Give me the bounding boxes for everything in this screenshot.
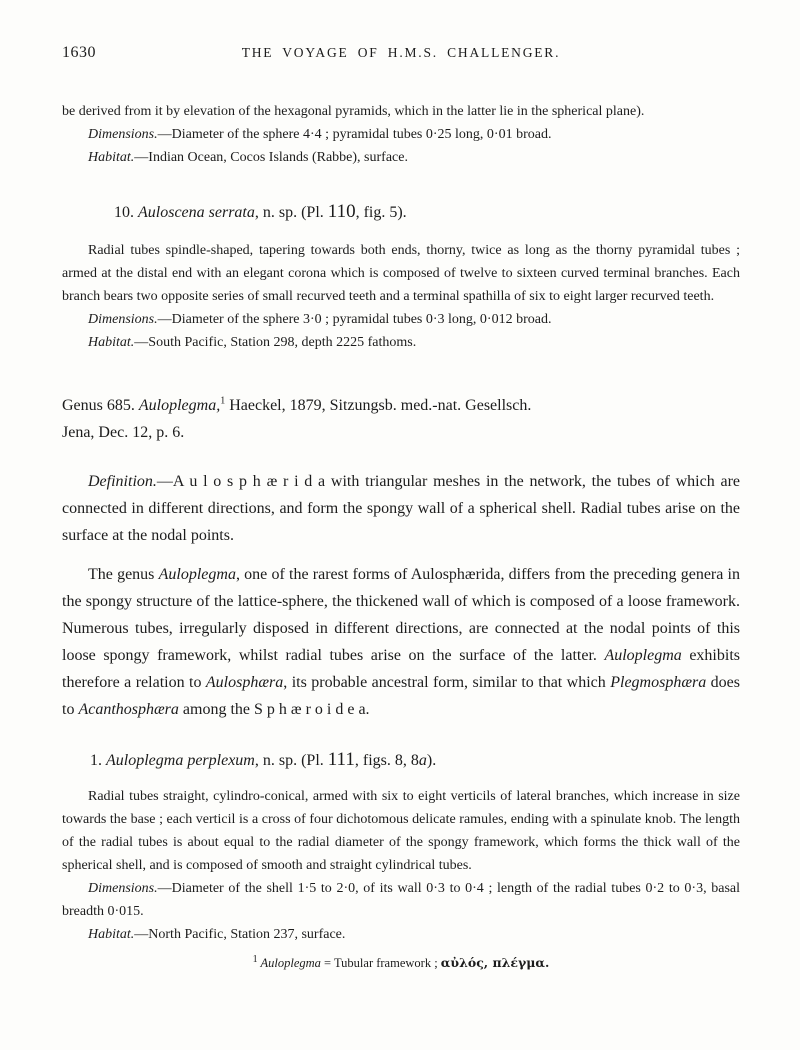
species-description: Radial tubes spindle-shaped, tapering towards both ends, thorny, twice as long as the thorny pyramidal tubes ; armed at the distal end with an elegant corona which is composed of twelve to sixteen curved terminal branches. Each branch bears two opposite series of small recurved teeth and a terminal spathilla of six to eight larger recurved teeth. [62,243,740,304]
footnote-greek-etymology: αὐλός, πλέγμα. [440,955,550,970]
genus-name: Auloplegma, [138,397,221,414]
plate-number: 111 [327,749,355,770]
species-number: 10. [114,204,138,221]
dimensions-label: Dimensions. [88,127,158,142]
dimensions-label: Dimensions. [88,881,158,896]
species-number: 1. [90,752,106,769]
genus-name-mention: Auloplegma [158,566,236,583]
page-header [62,44,740,64]
definition-label: Definition. [88,473,157,490]
genus-prefix: Genus 685. [62,397,139,414]
habitat-label: Habitat. [88,927,135,942]
page-number: 1630 [62,44,96,61]
species-name: Auloscena serrata [138,204,255,221]
definition-paragraph [62,468,740,549]
genus-heading-line1 [62,392,740,419]
heading-mid: , n. sp. (Pl. [254,204,328,221]
dimensions-text: —Diameter of the shell 1·5 to 2·0, of its wall 0·3 to 0·4 ; length of the radial tubes 0·2 to 0·3, basal breadth 0·015. [62,881,740,919]
discussion-text: does to [62,674,741,718]
discussion-text: among the [178,701,254,718]
discussion-text: . [365,701,370,718]
group-name-spaced: A u l o s p h æ r i d a [172,473,326,490]
footnote-marker: 1 [252,953,258,965]
genus-heading [62,392,740,446]
habitat-line [62,331,740,354]
paragraph-continuation: be derived from it by elevation of the hexagonal pyramids, which in the latter lie in the spherical plane). [62,104,645,119]
plate-number: 110 [327,201,356,222]
definition-text: with triangular meshes in the network, the tubes of which are connected in different directions, and form the spongy wall of a spherical shell. Radial tubes arise on the surface at the nodal points. [62,473,741,544]
heading-tail: , figs. 8, 8 [354,752,419,769]
footnote-reference: 1 [220,395,226,407]
group-name-spaced: S p h æ r o i d e a [254,701,366,718]
heading-close: ). [426,752,437,769]
dimensions-line [62,877,740,923]
discussion-text: , one of the rarest forms of Aulosphærida, differs from the preceding genera in the spongy structure of the lattice-sphere, the thickened wall of which is composed of a loose framework. Numerous tubes, irregularly disposed in different directions, are connected at the nodal points of this loose spongy framework, whilst radial tubes arise on the surface of the latter. [62,566,741,664]
dimensions-text: —Diameter of the sphere 3·0 ; pyramidal tubes 0·3 long, 0·012 broad. [157,312,552,327]
genus-name-mention: Auloplegma [604,647,682,664]
heading-mid: , n. sp. (Pl. [254,752,328,769]
habitat-text: —South Pacific, Station 298, depth 2225 fathoms. [134,335,417,350]
habitat-text: —North Pacific, Station 237, surface. [134,927,346,942]
dimensions-text: —Diameter of the sphere 4·4 ; pyramidal tubes 0·25 long, 0·01 broad. [157,127,552,142]
footnote [62,954,740,972]
discussion-text: , its probable ancestral form, similar to that which [283,674,611,691]
figure-letter: a [418,752,427,769]
habitat-text: —Indian Ocean, Cocos Islands (Rabbe), surface. [134,150,408,165]
habitat-label: Habitat. [88,150,135,165]
genus-name-mention: Acanthosphæra [78,701,179,718]
footnote-genus-name: Auloplegma [257,956,321,970]
habitat-label: Habitat. [88,335,135,350]
genus-heading-line2: Jena, Dec. 12, p. 6. [62,424,185,441]
species-description: Radial tubes straight, cylindro-conical, armed with six to eight verticils of lateral branches, which increase in size towards the base ; each verticil is a cross of four dichotomous delicate ramules, ending with a spinulate knob. The length of the radial tubes is about equal to the radial diameter of the spongy framework, which forms the thick wall of the spherical shell, and is composed of smooth and straight cylindrical tubes. [62,789,740,873]
species-heading-auloplegma-perplexum [62,749,740,771]
species-name: Auloplegma perplexum [106,752,255,769]
species-heading-auloscena-serrata [62,201,740,223]
habitat-line [62,923,740,946]
genus-authority: Haeckel, 1879, Sitzungsb. med.-nat. Gesellsch. [225,397,532,414]
habitat-line [62,146,740,169]
definition-dash: — [156,473,173,490]
discussion-paragraph [62,561,740,723]
discussion-text: exhibits therefore a relation to [62,647,740,691]
dimensions-label: Dimensions. [88,312,158,327]
genus-name-mention: Aulosphæra [205,674,284,691]
dimensions-line [62,123,740,146]
running-title: THE VOYAGE OF H.M.S. CHALLENGER. [241,45,561,60]
genus-name-mention: Plegmosphæra [610,674,707,691]
heading-tail: , fig. 5). [355,204,407,221]
footnote-text: = Tubular framework ; [320,956,441,970]
discussion-text: The genus [88,566,159,583]
dimensions-line [62,308,740,331]
